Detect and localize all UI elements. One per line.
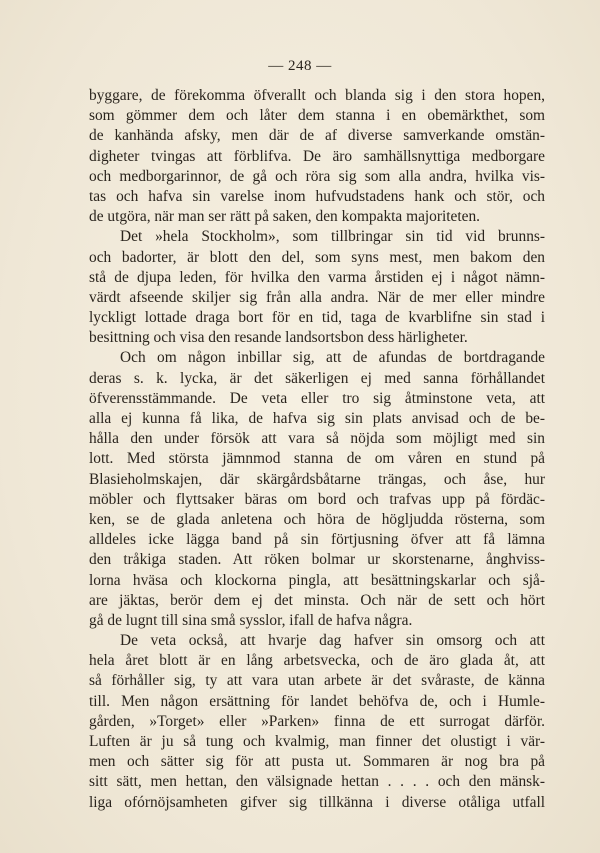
page-number: — 248 — <box>268 58 332 74</box>
text-line: Luften är ju så tung och kvalmig, man finner det olustigt i vär- <box>89 733 545 750</box>
text-line: Blasieholmskajen, där skärgårdsbåtarne trängas, och åse, hur <box>89 470 545 488</box>
text-line: digheter tvingas att förblifva. De äro samhällsnyttiga medborgare <box>89 147 545 165</box>
text-line: värdt afseende skiljer sig från alla andra. När de mer eller mindre <box>89 288 545 306</box>
text-line: are jäktas, berör dem ej det minsta. Och när de sett och hört <box>89 591 545 609</box>
text-line: så förhåller sig, ty att vara utan arbete är det svåraste, de känna <box>89 672 545 690</box>
body-text <box>89 86 545 813</box>
text-line: och medborgarinnor, de gå och röra sig som alla andra, hvilka vis- <box>89 167 545 185</box>
text-line: gården, »Torget» eller »Parken» finna de ett surrogat därför. <box>89 712 545 730</box>
text-line: stå de djupa leden, för hvilka den varma årstiden ej i något nämn- <box>89 268 545 286</box>
text-line: till. Men någon ersättning för landet behöfva de, och i Humle- <box>89 692 545 710</box>
text-line: öfverensstämmande. De veta eller tro sig åtminstone veta, att <box>89 389 545 407</box>
text-line: möbler och flyttsaker bäras om bord och trafvas upp på fördäc- <box>89 490 545 508</box>
text-line: hela året blott är en lång arbetsvecka, och de äro glada åt, att <box>89 652 545 670</box>
text-line: lott. Med största jämnmod stanna de om våren en stund på <box>89 450 545 468</box>
text-line: deras s. k. lycka, är det säkerligen ej med sanna förhållandet <box>89 369 545 387</box>
text-line: de utgöra, när man ser rätt på saken, den kompakta majoriteten. <box>89 208 481 226</box>
text-line: De veta också, att hvarje dag hafver sin omsorg och att <box>120 632 545 650</box>
text-line: tas och hafva sin varelse inom hufvudstadens hank och stör, och <box>89 187 545 205</box>
text-line: liga ofórnöjsamheten gifver sig tillkänna i diverse otåliga utfall <box>89 793 545 811</box>
text-line: Det »hela Stockholm», som tillbringar sin tid vid brunns- <box>120 228 545 246</box>
text-line: Och om någon inbillar sig, att de afundas de bortdragande <box>120 349 545 367</box>
text-line: som gömmer dem och låter dem stanna i en obemärkthet, som <box>89 107 545 125</box>
text-line: och badorter, är blott den del, som syns mest, men bakom den <box>89 248 545 266</box>
text-line: besittning och visa den resande landsortsbon dess härligheter. <box>89 329 468 347</box>
text-line: lyckligt lottade draga bort för en tid, taga de kvarblifne sin stad i <box>89 309 545 327</box>
text-line: alla ej kunna få lika, de hafva sig sin plats anvisad och de be- <box>89 410 545 427</box>
text-line: byggare, de förekomma öfverallt och blanda sig i den stora hopen, <box>89 87 545 104</box>
text-line: ken, se de glada anletena och höra de högljudda rösterna, som <box>89 510 545 528</box>
text-line: hålla den under försök att vara så nöjda som möjligt med sin <box>89 430 545 448</box>
text-line: alldeles icke lägga band på sin förtjusning öfver att få lämna <box>89 531 545 549</box>
text-line: sitt sätt, men hettan, den välsignade hettan . . . . och den mänsk- <box>89 773 545 791</box>
text-line: gå de lugnt till sina små sysslor, ifall de hafva några. <box>89 611 413 629</box>
text-line: men och sätter sig för att pusta ut. Sommaren är nog bra på <box>89 753 545 771</box>
text-line: den tråkiga staden. Att röken bolmar ur skorstenarne, ånghviss- <box>89 551 545 569</box>
text-line: lorna hväsa och klockorna pingla, att besättningskarlar och sjå- <box>89 571 545 589</box>
text-line: de kanhända afsky, men där de af diverse samverkande omstän- <box>89 127 545 145</box>
